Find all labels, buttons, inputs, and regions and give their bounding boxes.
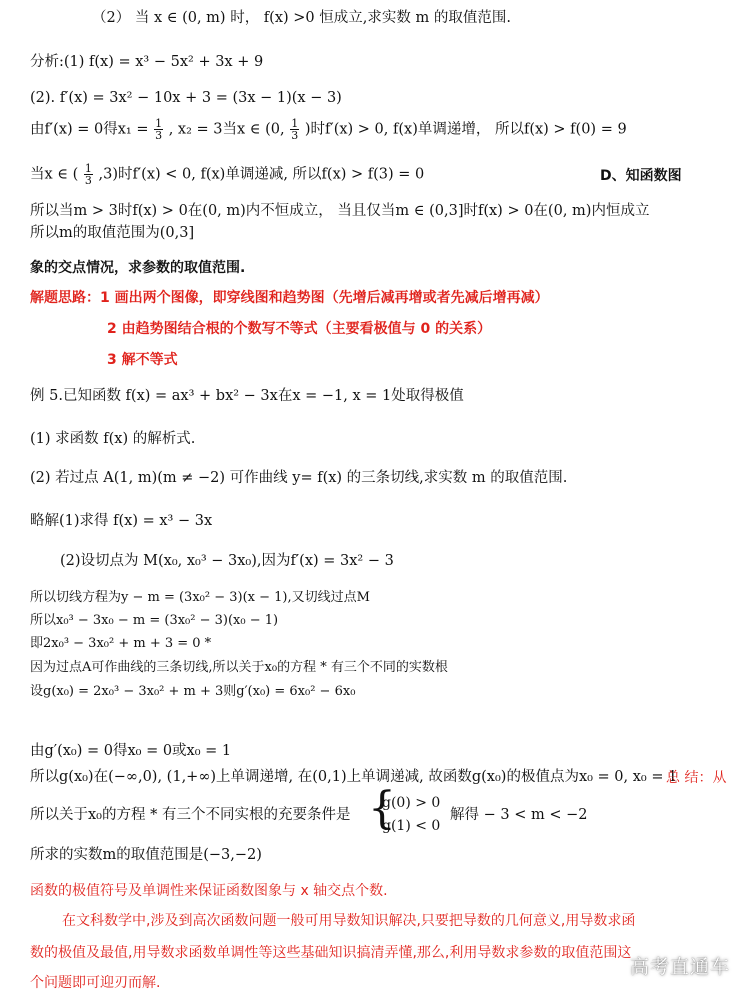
summary-text: 函数的极值符号及单调性来保证函数图象与 x 轴交点个数. [30, 883, 388, 899]
cubic-equation: 即2x₀³ − 3x₀² + m + 3 = 0 * [30, 636, 212, 651]
fraction-one-third [154, 118, 163, 141]
analysis-roots-line [30, 118, 627, 141]
fraction-numerator: 1 [291, 117, 299, 130]
three-roots-statement: 因为过点A可作曲线的三条切线,所以关于x₀的方程 * 有三个不同的实数根 [30, 660, 448, 675]
closing-paragraph-1: 在文科数学中,涉及到高次函数问题一般可用导数知识解决,只要把导数的几何意义,用导数求函 [62, 913, 636, 929]
watermark-logo: 高考直通车 [629, 956, 730, 978]
section-heading-d: D、知函数图 [600, 168, 682, 184]
roots-text-a: 由f′(x) = 0得x₁ = [30, 121, 149, 138]
brief-solution-1: 略解(1)求得 f(x) = x³ − 3x [30, 513, 213, 529]
roots-text-b: , x₂ = 3当x ∈ (0, [168, 121, 285, 138]
solution-idea-1: 解题思路：1 画出两个图像，即穿线图和趋势图（先增后减再增或者先减后增再减） [30, 290, 549, 306]
example-5-statement: 例 5.已知函数 f(x) = ax³ + bx² − 3x在x = −1, x = 1处取得极值 [30, 388, 464, 404]
fraction-denominator: 3 [155, 129, 163, 142]
tangent-substitute: 所以x₀³ − 3x₀ − m = (3x₀² − 3)(x₀ − 1) [30, 613, 279, 628]
solution-idea-3: 3 解不等式 [107, 352, 178, 368]
fraction-numerator: 1 [155, 117, 163, 130]
analysis-conclusion-2: 所以m的取值范围为(0,3] [30, 225, 195, 241]
problem-part-2: （2） 当 x ∈ (0, m) 时， f(x) >0 恒成立,求实数 m 的取值范围. [92, 10, 511, 26]
define-g: 设g(x₀) = 2x₀³ − 3x₀² + m + 3则g′(x₀) = 6x₀² − 6x₀ [30, 684, 356, 699]
closing-paragraph-2: 数的极值及最值,用导数求函数单调性等这些基础知识搞清弄懂,那么,利用导数求参数的取值范围这 [30, 945, 632, 961]
fraction-denominator: 3 [84, 174, 92, 187]
roots-text-c: )时f′(x) > 0, f(x)单调递增， 所以f(x) > f(0) = 9 [304, 121, 627, 138]
example-5-part-1: (1) 求函数 f(x) 的解析式. [30, 431, 196, 447]
analysis-conclusion-1: 所以当m > 3时f(x) > 0在(0, m)内不恒成立， 当且仅当m ∈ (0,3]时f(x) > 0在(0, m)内恒成立 [30, 203, 650, 219]
decreasing-text-a: 当x ∈ ( [30, 166, 79, 183]
example-5-part-2: (2) 若过点 A(1, m)(m ≠ −2) 可作曲线 y= f(x) 的三条切线,求实数 m 的取值范围. [30, 470, 568, 486]
fraction-denominator: 3 [291, 129, 299, 142]
section-heading-d-cont: 象的交点情况，求参数的取值范围. [30, 260, 246, 276]
analysis-derivative: (2). f′(x) = 3x² − 10x + 3 = (3x − 1)(x − 3) [30, 90, 342, 106]
summary-label: 总 结：从 [666, 770, 727, 786]
final-answer: 所求的实数m的取值范围是(−3,−2) [30, 847, 262, 863]
necessary-condition: 所以关于x₀的方程 * 有三个不同实根的充要条件是 [30, 807, 351, 823]
condition-g0: g(0) > 0 [382, 795, 441, 811]
fraction-numerator: 1 [84, 162, 92, 175]
solve-result: 解得 − 3 < m < −2 [450, 807, 588, 823]
analysis-decreasing-line [30, 163, 424, 186]
fraction-one-third-3 [84, 163, 93, 186]
tangent-line-eq: 所以切线方程为y − m = (3x₀² − 3)(x − 1),又切线过点M [30, 590, 370, 605]
closing-paragraph-3: 个问题即可迎刃而解. [30, 975, 161, 991]
brief-solution-2: (2)设切点为 M(x₀, x₀³ − 3x₀),因为f′(x) = 3x² − 3 [60, 553, 394, 569]
g-monotonicity: 所以g(x₀)在(−∞,0), (1,+∞)上单调递增, 在(0,1)上单调递减, 故函数g(x₀)的极值点为x₀ = 0, x₀ = 1 [30, 769, 678, 785]
fraction-one-third-2 [290, 118, 299, 141]
system-brace: { [368, 783, 396, 834]
solution-idea-2: 2 由趋势图结合根的个数写不等式（主要看极值与 0 的关系） [107, 321, 492, 337]
g-critical-points: 由g′(x₀) = 0得x₀ = 0或x₀ = 1 [30, 743, 232, 759]
decreasing-text-b: ,3)时f′(x) < 0, f(x)单调递减, 所以f(x) > f(3) = 0 [98, 166, 425, 183]
condition-g1: g(1) < 0 [382, 818, 441, 834]
analysis-line-1: 分析:(1) f(x) = x³ − 5x² + 3x + 9 [30, 54, 264, 70]
